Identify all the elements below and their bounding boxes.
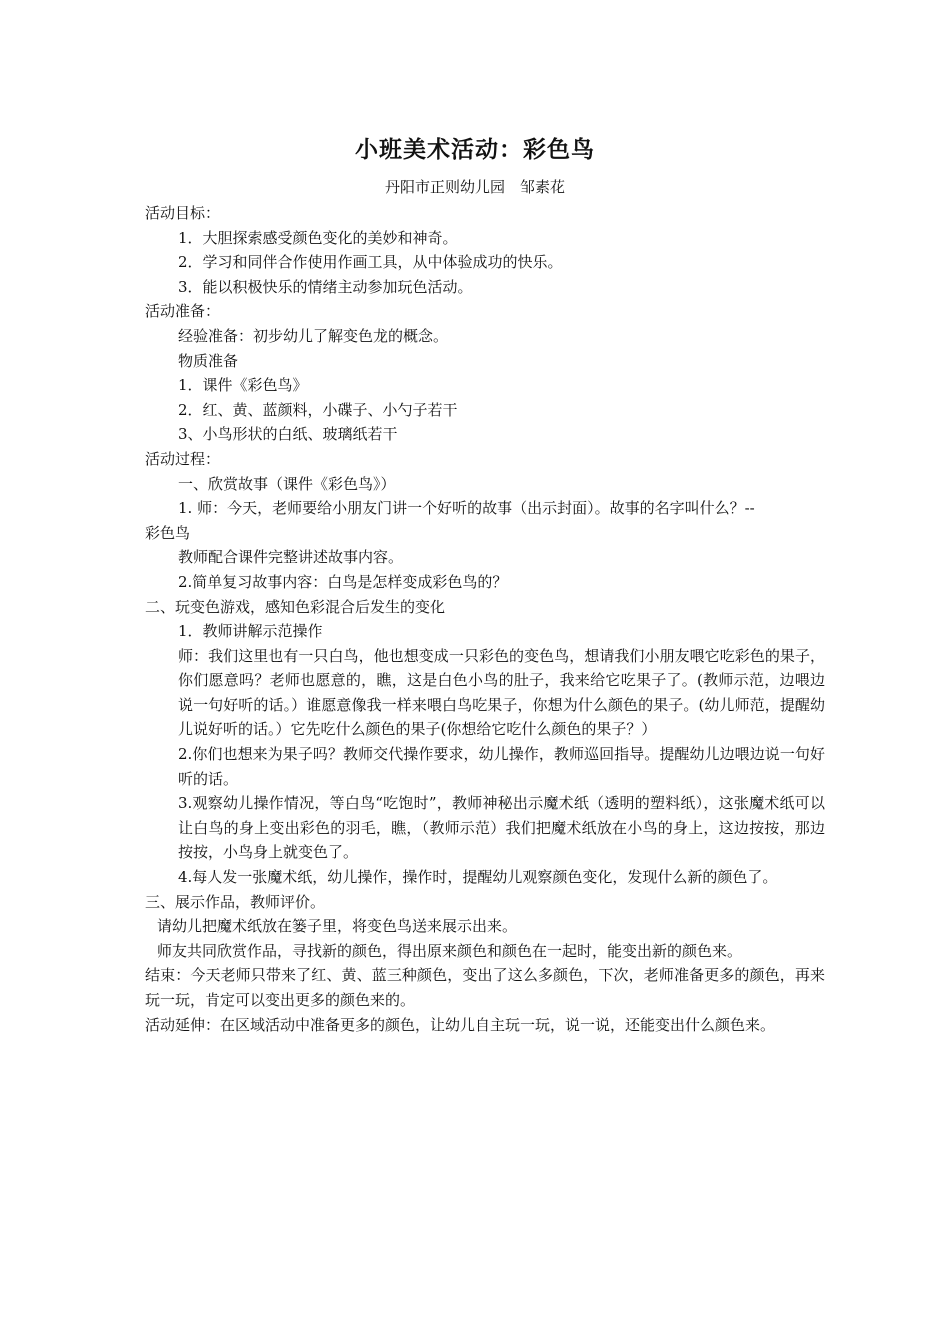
part1-item1-line2: 彩色鸟 <box>145 523 191 542</box>
material-preparation-heading: 物质准备 <box>178 351 239 370</box>
goal-item: 1．大胆探索感受颜色变化的美妙和神奇。 <box>178 228 458 247</box>
part1-teacher-note: 教师配合课件完整讲述故事内容。 <box>178 548 404 567</box>
part2-heading: 二、玩变色游戏，感知色彩混合后发生的变化 <box>145 597 446 616</box>
extension-paragraph: 活动延伸：在区域活动中准备更多的颜色，让幼儿自主玩一玩，说一说，还能变出什么颜色来。 <box>145 1015 776 1034</box>
document-title: 小班美术活动：彩色鸟 <box>355 137 595 163</box>
ending-paragraph: 结束：今天老师只带来了红、黄、蓝三种颜色，变出了这么多颜色，下次，老师准备更多的颜色，再来玩一玩，肯定可以变出更多的颜色来的。 <box>145 966 825 1009</box>
material-item: 3、小鸟形状的白纸、玻璃纸若干 <box>178 425 398 444</box>
goal-item: 2．学习和同伴合作使用作画工具，从中体验成功的快乐。 <box>178 253 563 272</box>
preparation-heading: 活动准备： <box>145 302 221 321</box>
material-item: 2．红、黄、蓝颜料，小碟子、小勺子若干 <box>178 400 458 419</box>
material-item: 1．课件《彩色鸟》 <box>178 376 308 395</box>
part1-item2: 2.简单复习故事内容：白鸟是怎样变成彩色鸟的？ <box>178 572 508 591</box>
part2-dialog: 师：我们这里也有一只白鸟，他也想变成一只彩色的变色鸟，想请我们小朋友喂它吃彩色的果子，你们愿意吗？老师也愿意的，瞧，这是白色小鸟的肚子，我来给它吃果子了。(教师示范，边喂边说一句好听的话。）谁愿意像我一样来喂白鸟吃果子，你想为什么颜色的果子。(幼儿师范，提醒幼儿说好听的话。）它先吃什么颜色的果子(你想给它吃什么颜色的果子？） <box>178 646 825 739</box>
part2-item3: 3.观察幼儿操作情况，等白鸟“吃饱时”，教师神秘出示魔术纸（透明的塑料纸），这张魔术纸可以让白鸟的身上变出彩色的羽毛，瞧，（教师示范）我们把魔术纸放在小鸟的身上，这边按按，那边按按，小鸟身上就变色了。 <box>178 794 825 862</box>
part3-line1: 请幼儿把魔术纸放在篓子里，将变色鸟送来展示出来。 <box>157 917 518 936</box>
part3-line2: 师友共同欣赏作品，寻找新的颜色，得出原来颜色和颜色在一起时，能变出新的颜色来。 <box>157 941 743 960</box>
part1-heading: 一、欣赏故事（课件《彩色鸟》） <box>178 474 396 493</box>
part2-item2: 2.你们也想来为果子吗？教师交代操作要求，幼儿操作，教师巡回指导。提醒幼儿边喂边说一句好听的话。 <box>178 745 825 788</box>
document-body <box>145 201 825 1037</box>
part2-item1: 1．教师讲解示范操作 <box>178 622 323 641</box>
part1-item1-line1: 1. 师：今天，老师要给小朋友门讲一个好听的故事（出示封面）。故事的名字叫什么？-- <box>178 499 755 518</box>
experience-preparation: 经验准备：初步幼儿了解变色龙的概念。 <box>178 326 449 345</box>
goals-heading: 活动目标： <box>145 204 221 222</box>
author-line: 丹阳市正则幼儿园 邹素花 <box>384 178 565 196</box>
part3-heading: 三、展示作品，教师评价。 <box>145 892 326 911</box>
goal-item: 3．能以积极快乐的情绪主动参加玩色活动。 <box>178 277 473 296</box>
part2-item4: 4.每人发一张魔术纸，幼儿操作，操作时，提醒幼儿观察颜色变化，发现什么新的颜色了。 <box>178 868 778 887</box>
process-heading: 活动过程： <box>145 449 221 468</box>
